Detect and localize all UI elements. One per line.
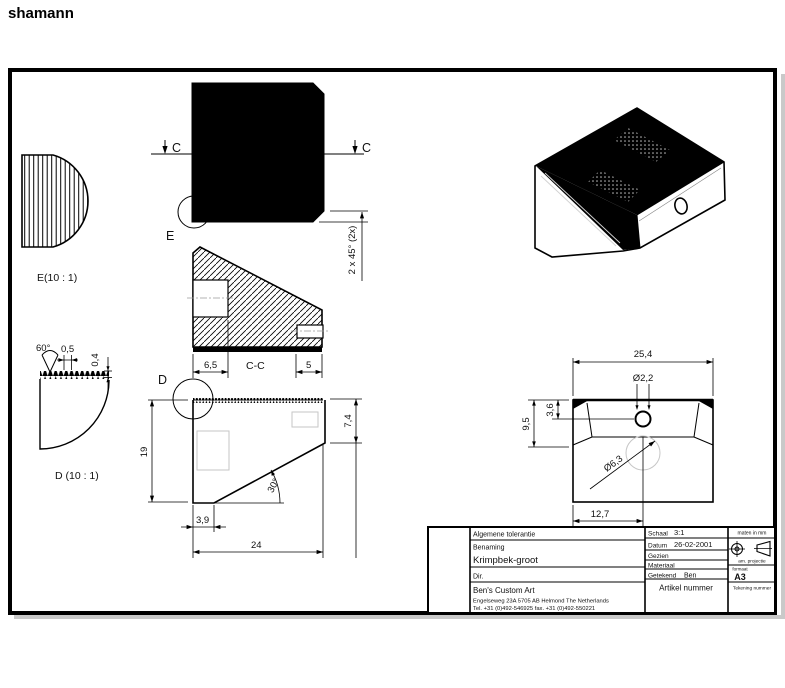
bore-pos-dim: 12,7 [590,509,610,520]
face-height-dim: 9,5 [521,417,532,431]
name-label: Benaming [473,544,505,552]
front-height-dim: 19 [139,446,150,458]
article-number-label: Artikel nummer [659,583,713,593]
tolerance-label: Algemene tolerantie [473,531,536,539]
frame-shadow-bottom [14,615,785,619]
material-label: Materiaal [648,562,675,570]
projection-note: am. projectie [738,559,766,565]
small-hole [636,412,651,427]
chamfer-note: 2 x 45° (2x) [347,225,358,275]
detail-e-label: E(10 : 1) [37,272,78,284]
cc-slot-width-dim: 5 [306,360,312,371]
date-value: 26-02-2001 [674,540,713,549]
tooth-angle-dim: 60° [36,343,51,354]
format-label: formaat [732,566,748,572]
section-cc-serrated-edge [193,347,322,352]
dir-label: Dir. [473,573,484,581]
front-width-dim: 24 [251,540,262,551]
scale-label: Schaal [648,530,668,538]
part-name: Krimpbek-groot [473,555,538,566]
section-letter-right: C [362,141,372,155]
company-address: Engelseweg 23A 5705 AB Helmond The Netherlands [473,598,609,605]
company-phone-fax: Tel. +31 (0)492-546925 fax. +31 (0)492-550221 [473,606,596,612]
units-note: maten in mm [737,530,767,537]
section-letter-left: C [172,141,182,155]
front-tip-height-dim: 7,4 [343,414,354,428]
company-name: Ben's Custom Art [473,586,535,595]
tooth-pitch-dim: 0,5 [61,344,75,355]
top-view-shape [192,83,324,222]
seen-label: Gezien [648,553,669,560]
window-title: shamann [8,5,74,22]
detail-d-teeth [40,371,109,379]
front-foot-width-dim: 3,9 [196,515,210,526]
frame-shadow-right [781,74,785,619]
drawn-value: Ben [684,572,697,580]
side-width-dim: 25,4 [633,349,653,360]
drawn-label: Getekend [648,572,677,580]
section-cc-slot [297,325,323,338]
bore-dia-dim: Ø6,3 [601,453,626,475]
title-block [428,527,775,613]
hole-depth-dim: 3,6 [545,403,556,417]
drawing-number-label: Tekening nummer [732,586,772,592]
section-cc-label: C-C [246,360,265,372]
section-cc-hole [193,280,228,317]
date-label: Datum [648,542,668,550]
scale-value: 3:1 [674,528,685,537]
format-value: A3 [734,572,746,582]
detail-d-label: D (10 : 1) [55,470,99,482]
small-hole-dia-dim: Ø2,2 [632,373,654,384]
detail-e-marker: E [166,229,175,243]
front-angle-dim: 30° [265,476,283,495]
cc-hole-width-dim: 6,5 [204,360,218,371]
tooth-depth-dim: 0,4 [90,353,101,367]
detail-d-marker: D [158,373,168,387]
